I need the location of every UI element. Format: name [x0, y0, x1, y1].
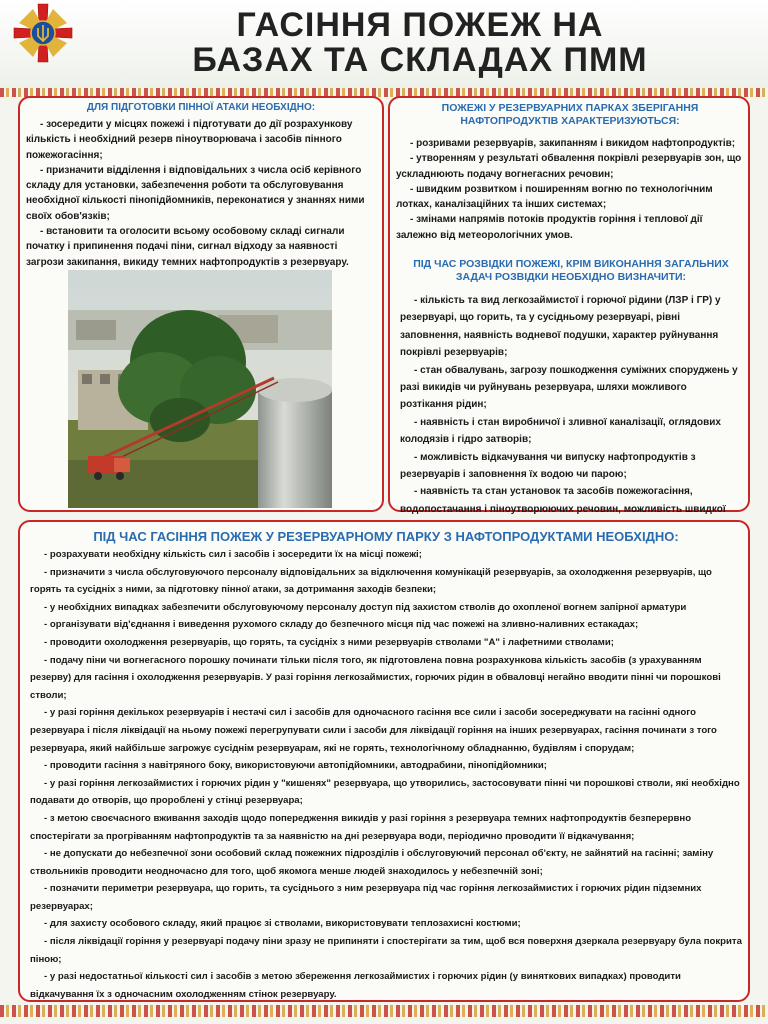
reconnaissance-heading: ПІД ЧАС РОЗВІДКИ ПОЖЕЖІ, КРІМ ВИКОНАННЯ ЗАГАЛЬНИХ ЗАДАЧ РОЗВІДКИ НЕОБХІДНО ВИЗНАЧИТИ: [413, 258, 729, 283]
foam-attack-list [26, 117, 376, 270]
title-line-1: ГАСІННЯ ПОЖЕЖ НА [236, 6, 604, 44]
list-item: - у необхідних випадках забезпечити обслуговуючому персоналу доступ під захистом стволів до охопленої вогнем запірної арматури [44, 601, 687, 613]
foam-attack-panel [18, 96, 384, 512]
ornament-border-bottom [0, 1005, 768, 1017]
characteristics-list [396, 136, 746, 243]
header [0, 0, 768, 88]
list-item: - не допускати до небезпечної зони особовий склад пожежних підрозділів і обслуговуючий персонал об'єкту, не зайнятий на гасінні; заміну ствольників проводити неодночасно для того, щоб якомога менше людей знаходилось у небезпечній зоні; [30, 848, 714, 877]
list-item: - утворенням у результаті обвалення покрівлі резервуарів зон, що ускладнюють подачу вогнегасних речовин; [396, 153, 742, 180]
title-line-2: БАЗАХ ТА СКЛАДАХ ПММ [192, 41, 648, 79]
list-item: - у разі недостатньої кількості сил і засобів з метою збереження легкозаймистих і горючих рідин (у виняткових випадках) проводити відкачування їх з одночасним охолодженням стінок резервуару. [30, 971, 681, 1000]
list-item: - стан обвалувань, загрозу пошкодження суміжних споруджень у разі викидів чи руйнувань резервуара, шляхи можливого розтікання рідин; [400, 364, 738, 411]
list-item: - розрахувати необхідну кількість сил і засобів і зосередити їх на місці пожежі; [44, 549, 422, 560]
list-item: - проводити гасіння з навітряного боку, використовуючи автопідйомники, автодрабини, пінопідйомники; [44, 760, 547, 772]
list-item: - зосередити у місцях пожежі і підготувати до дії розрахункову кількість і необхідний резерв піноутворювача і засобів пінного пожежогасіння; [26, 119, 353, 161]
list-item: - встановити та оголосити всьому особовому складі сигнали початку і припинення подачі піни, сигнал відходу за наявності загрози закипання, викиду темних нафтопродуктів з резервуару. [26, 226, 349, 268]
list-item: - проводити охолодження резервуарів, що горять, та сусідніх з ними резервуарів стволами "А" і лафетними стволами; [44, 636, 614, 648]
characteristics-heading: ПОЖЕЖІ У РЕЗЕРВУАРНИХ ПАРКАХ ЗБЕРІГАННЯ НАФТОПРОДУКТІВ ХАРАКТЕРИЗУЮТЬСЯ: [441, 102, 699, 127]
list-item: - кількість та вид легкозаймистої і горючої рідини (ЛЗР і ГР) у резервуарі, що горить, та у сусідньому резервуарі, рівні заповнення, наявність водневої подушки, характер руйнування покрівлі резервуарів; [400, 295, 721, 359]
extinguishing-heading: ПІД ЧАС ГАСІННЯ ПОЖЕЖ У РЕЗЕРВУАРНОМУ ПАРКУ З НАФТОПРОДУКТАМИ НЕОБХІДНО: [93, 529, 679, 544]
reservoir-fires-panel [388, 96, 750, 515]
list-item: - призначити відділення і відповідальних з числа осіб керівного складу для установки, забезпечення роботи та обслуговування необхідної кількості пінопідйомників, переконатися у знаннях ними своїх обов'язків; [26, 164, 365, 222]
list-item: - для захисту особового складу, який працює зі стволами, використовувати теплозахисні костюми; [44, 918, 521, 930]
fire-trucks-oil-tank-photo [68, 270, 332, 508]
list-item: - подачу піни чи вогнегасного порошку починати тільки після того, як підготовлена повна розрахункова кількість засобів (з урахуванням резерву) для гасіння і охолодження резервуарів. У разі горіння легкозаймистих, горючих рідин в обваловці негайно вводити пінні чи порошкові стволи; [30, 654, 721, 701]
list-item: - наявність і стан виробничої і зливної каналізації, оглядових колодязів і гідро затворів; [400, 416, 721, 446]
list-item: - можливість відкачування чи випуску нафтопродуктів з резервуарів і заповнення їх водою чи парою; [400, 451, 696, 481]
page-title [80, 8, 760, 78]
extinguishing-panel [18, 520, 750, 1002]
list-item: - наявність та стан установок та засобів пожежогасіння, водопостачання і піноутворюючих речовин, можливість швидкої [400, 486, 726, 515]
extinguishing-list [30, 546, 742, 1003]
list-item: - у разі горіння легкозаймистих і горючих рідин у "кишенях" резервуара, що утворились, застосовувати пінні чи порошкові стволи, які необхідно подавати до отворів, що пророблені у стінці резервуара; [30, 777, 740, 807]
list-item: - у разі горіння декількох резервуарів і нестачі сил і засобів для одночасного гасіння все сили і засоби зосереджувати на гасінні одного резервуара і після ліквідації на ньому пожежі перегрупувати сили і засоби для ліквідації горіння на інших резервуарах, гасіння починати з того резервуара, який найбільше загрожує сусіднім резервуарам, які не горять, технологічному обладнанню, будівлям і спорудам; [30, 707, 717, 754]
list-item: - змінами напрямів потоків продуктів горіння і теплової дії залежно від метеорологічних умов. [396, 214, 703, 241]
list-item: - позначити периметри резервуара, що горить, та сусіднього з ним резервуара під час горіння легкозаймистих і горючих рідин підземних резервуарах; [30, 883, 702, 912]
armed-forces-emblem-icon [12, 2, 74, 64]
list-item: - з метою своєчасного вживання заходів щодо попередження викидів у разі горіння з резервуара темних нафтопродуктів безперервно спостерігати за прогріванням нафтопродуктів та за наявністю на дні резервуара води, періодично проводити її відкачування; [30, 812, 692, 842]
list-item: - після ліквідації горіння у резервуарі подачу піни зразу не припиняти і спостерігати за тим, щоб вся поверхня дзеркала резервуару була покрита піною; [30, 936, 742, 965]
foam-attack-heading: ДЛЯ ПІДГОТОВКИ ПІННОЇ АТАКИ НЕОБХІДНО: [86, 102, 316, 113]
reconnaissance-list [400, 292, 742, 536]
list-item: - розривами резервуарів, закипанням і викидом нафтопродуктів; [410, 138, 736, 149]
list-item: - швидким розвитком і поширенням вогню по технологічним лотках, каналізаційних та інших системах; [396, 183, 713, 211]
list-item: - організувати від'єднання і виведення рухомого складу до безпечного місця під час пожежі на зливно-наливних естакадах; [44, 619, 639, 631]
list-item: - призначити з числа обслуговуючого персоналу відповідальних за відключення комунікацій резервуарів, за охолодження резервуарів, що горять та сусідніх з ними, за підготовку пінної атаки, за дотримання заходів безпеки; [30, 566, 712, 596]
